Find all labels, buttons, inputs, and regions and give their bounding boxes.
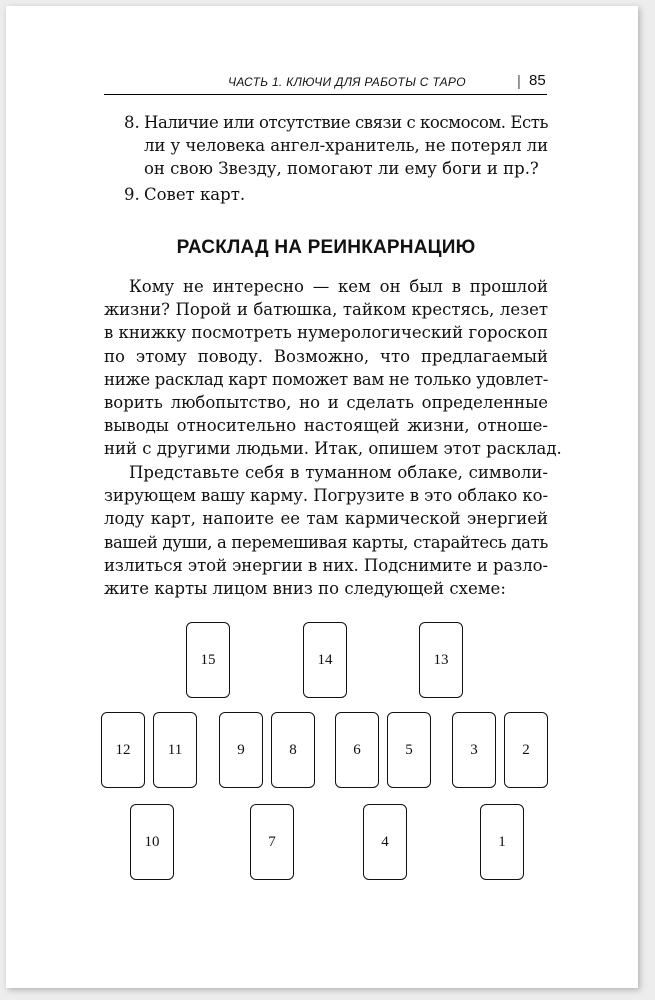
text-line: жизни? Порой и батюшка, тайком крестясь, лезет [104,300,548,320]
text-line: ниже расклад карт поможет вам не только удовлет- [104,369,548,389]
text-line: ний с другими людьми. Итак, опишем этот расклад. [104,439,562,459]
running-header [104,72,547,95]
text-line: по этому поводу. Возможно, что предлагаемый [104,346,548,366]
text-line: жите карты лицом вниз по следующей схеме: [104,579,506,599]
header-title: ЧАСТЬ 1. КЛЮЧИ ДЛЯ РАБОТЫ С ТАРО [228,75,466,89]
text-line: в книжку посмотреть нумерологический гороскоп [104,323,548,343]
card-position-6: 6 [335,712,379,788]
text-line: излиться этой энергии в них. Подснимите и разло- [104,555,548,575]
list-item-number: 8. [124,113,140,132]
page-number: 85 [529,72,546,89]
card-position-13: 13 [419,622,463,698]
text-line: Наличие или отсутствие связи с космосом. Есть [144,113,548,132]
text-line: Кому не интересно — кем он был в прошлой [129,277,548,296]
paragraph-2 [104,461,548,600]
card-position-9: 9 [219,712,263,788]
paragraph-1 [104,275,562,461]
card-position-11: 11 [153,712,197,788]
text-line: он свою Звезду, помогают ли ему боги и пр.? [144,159,539,179]
card-position-5: 5 [387,712,431,788]
card-position-14: 14 [303,622,347,698]
header-separator: | [517,73,521,90]
text-line: лоду карт, напоите ее там кармической энергией [104,509,548,529]
card-position-15: 15 [186,622,230,698]
text-line: ворить любопытство, но и сделать определенные [104,393,548,413]
card-position-1: 1 [480,804,524,880]
list-item-number: 9. [124,185,140,204]
card-position-10: 10 [130,804,174,880]
list-item-text [144,183,548,206]
card-position-7: 7 [250,804,294,880]
text-line: ли у человека ангел-хранитель, не потерял ли [144,136,548,156]
list-item-text [144,111,548,181]
text-line: Совет карт. [144,185,246,204]
section-heading: РАСКЛАД НА РЕИНКАРНАЦИЮ [176,237,476,258]
text-line: зирующем вашу карму. Погрузите в это облако ко- [104,486,548,506]
card-position-12: 12 [101,712,145,788]
text-line: Представьте себя в туманном облаке, символи- [129,463,548,482]
card-position-3: 3 [452,712,496,788]
card-position-4: 4 [363,804,407,880]
card-position-8: 8 [271,712,315,788]
text-line: вашей души, а перемешивая карты, старайтесь дать [104,532,548,552]
text-line: выводы относительно настоящей жизни, отноше- [104,416,548,436]
card-position-2: 2 [504,712,548,788]
